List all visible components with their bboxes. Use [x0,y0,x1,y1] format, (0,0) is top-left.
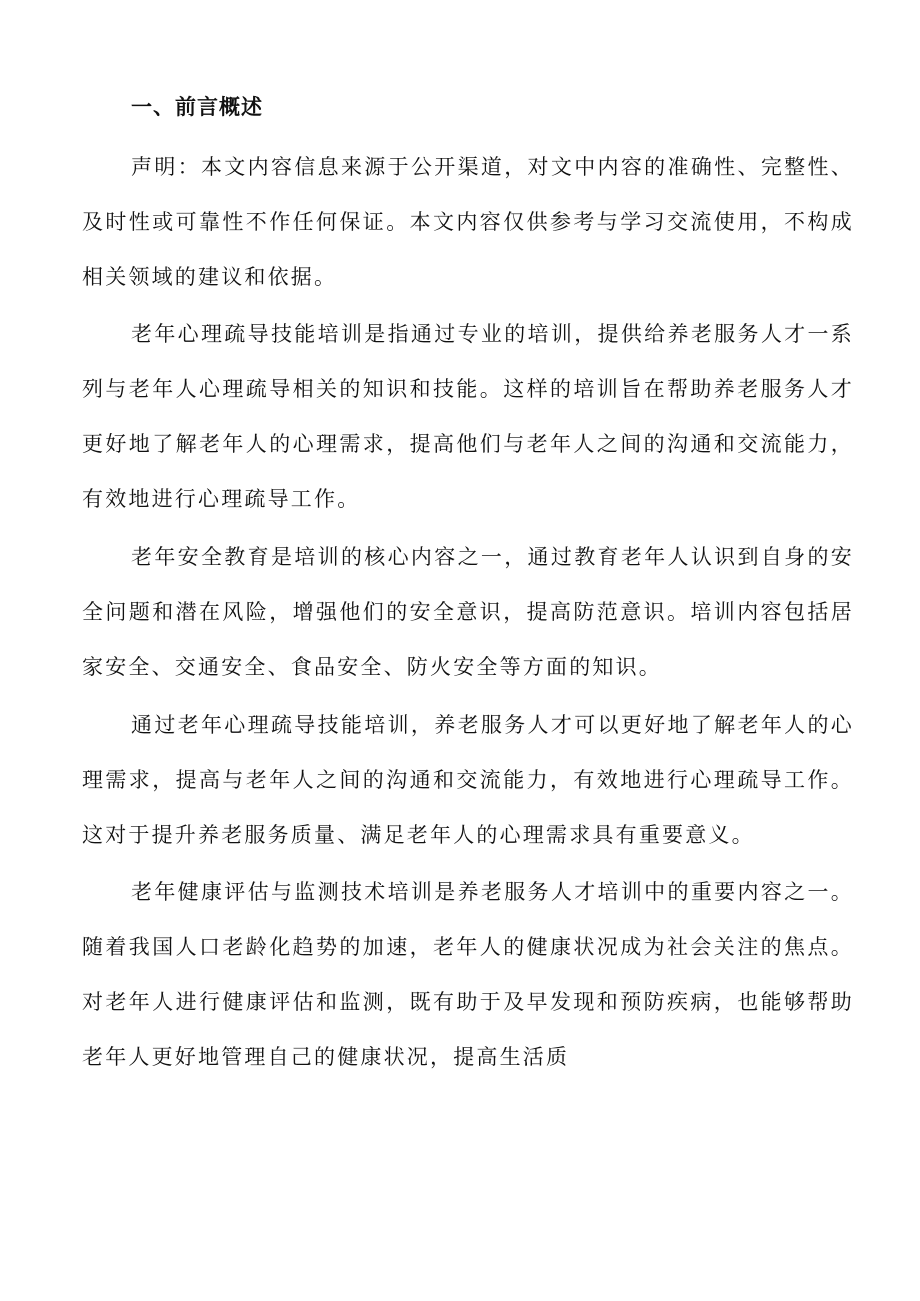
body-paragraph: 老年安全教育是培训的核心内容之一，通过教育老年人认识到自身的安全问题和潜在风险，增强他们的安全意识，提高防范意识。培训内容包括居家安全、交通安全、食品安全、防火安全等方面的知识。 [82,545,854,679]
body-paragraph: 老年心理疏导技能培训是指通过专业的培训，提供给养老服务人才一系列与老年人心理疏导相关的知识和技能。这样的培训旨在帮助养老服务人才更好地了解老年人的心理需求，提高他们与老年人之间的沟通和交流能力，有效地进行心理疏导工作。 [82,322,854,511]
body-paragraph: 通过老年心理疏导技能培训，养老服务人才可以更好地了解老年人的心理需求，提高与老年人之间的沟通和交流能力，有效地进行心理疏导工作。这对于提升养老服务质量、满足老年人的心理需求具有重要意义。 [82,713,854,847]
disclaimer-paragraph: 声明：本文内容信息来源于公开渠道，对文中内容的准确性、完整性、及时性或可靠性不作任何保证。本文内容仅供参考与学习交流使用，不构成相关领域的建议和依据。 [82,155,854,289]
body-paragraph: 老年健康评估与监测技术培训是养老服务人才培训中的重要内容之一。随着我国人口老龄化趋势的加速，老年人的健康状况成为社会关注的焦点。对老年人进行健康评估和监测，既有助于及早发现和预防疾病，也能够帮助老年人更好地管理自己的健康状况，提高生活质 [82,880,854,1069]
section-heading: 一、前言概述 [131,95,263,119]
